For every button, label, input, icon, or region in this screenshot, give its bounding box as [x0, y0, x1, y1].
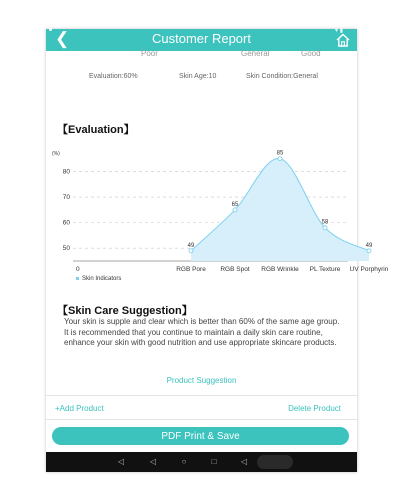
x-tick-label: RGB Spot	[220, 266, 250, 273]
data-point	[367, 249, 371, 253]
page-title: Customer Report	[152, 31, 251, 46]
data-label: 58	[321, 219, 329, 226]
home-nav-icon[interactable]: ○	[181, 457, 187, 466]
x-tick-label: RGB Pore	[176, 266, 206, 273]
tablet-screen	[46, 28, 389, 472]
x-origin-label: 0	[76, 266, 80, 273]
volume-down-icon[interactable]: ◁	[117, 457, 125, 466]
data-point	[189, 249, 193, 253]
x-tick-label: PL Texture	[309, 266, 341, 273]
y-tick-label: 80	[62, 168, 70, 176]
pdf-print-save-button[interactable]: PDF Print & Save	[52, 427, 349, 445]
skin-care-heading: 【Skin Care Suggestion】	[57, 305, 193, 317]
y-tick-label: 60	[62, 219, 70, 227]
data-point	[233, 208, 237, 212]
data-label: 49	[365, 242, 373, 249]
system-nav-bar	[46, 452, 357, 472]
screenshot-pill[interactable]	[257, 455, 293, 469]
recent-apps-icon[interactable]: □	[211, 457, 217, 466]
data-point	[278, 157, 282, 161]
divider	[46, 419, 357, 420]
y-tick-label: 70	[62, 194, 70, 202]
data-label: 49	[187, 242, 195, 249]
data-label: 85	[276, 150, 284, 157]
divider	[46, 395, 357, 396]
area-fill	[191, 159, 369, 261]
data-point	[323, 226, 327, 230]
rating-good: Good	[301, 49, 321, 58]
skin-condition: Skin Condition:General	[246, 73, 318, 80]
chart-legend	[76, 276, 121, 282]
skin-age: Skin Age:10	[179, 73, 217, 80]
product-suggestion-link[interactable]: Product Suggestion	[166, 376, 237, 385]
back-nav-icon[interactable]: ◁	[149, 457, 157, 466]
skin-care-text: Your skin is supple and clear which is better than 60% of the same age group. It is recommended that you continue to maintain a daily skin care routine, enhance your skin with good nutrition and use appropriate skincare products.	[64, 317, 340, 347]
evaluation-score: Evaluation:60%	[89, 73, 138, 80]
y-axis-label: (%)	[52, 151, 60, 157]
home-icon[interactable]	[335, 32, 351, 48]
status-icons: ▾ ▮	[335, 28, 343, 34]
x-tick-label: UV Porphyrin	[349, 266, 389, 273]
rating-poor: Poor	[141, 49, 158, 58]
app-header	[46, 29, 357, 51]
skin-indicators-chart	[46, 147, 389, 275]
rating-general: General	[241, 49, 270, 58]
data-label: 65	[231, 201, 239, 208]
add-product-button[interactable]: +Add Product	[55, 404, 104, 413]
volume-up-icon[interactable]: ◁	[240, 457, 248, 466]
legend-swatch	[76, 277, 79, 280]
y-tick-label: 50	[62, 245, 70, 253]
delete-product-button[interactable]: Delete Product	[288, 404, 341, 413]
back-icon[interactable]: ❮	[55, 29, 70, 48]
evaluation-heading: 【Evaluation】	[57, 124, 135, 136]
legend-label: Skin Indicators	[82, 276, 122, 282]
x-tick-label: RGB Wrinkle	[261, 266, 299, 273]
